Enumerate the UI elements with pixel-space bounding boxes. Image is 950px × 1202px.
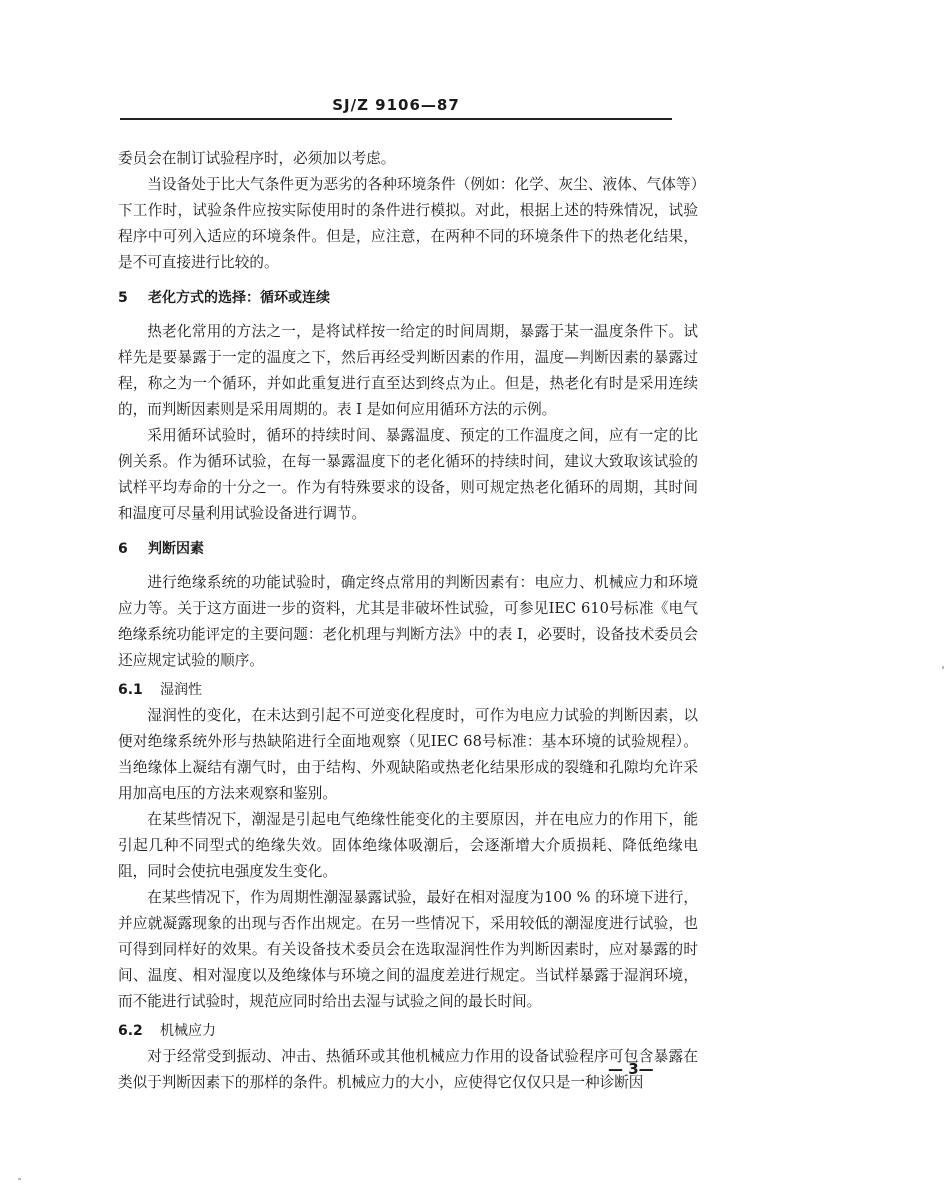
section-number: 5 <box>118 290 128 306</box>
section-title: 老化方式的选择：循环或连续 <box>148 290 330 306</box>
section-number: 6.2 <box>118 1023 143 1039</box>
section-number: 6 <box>118 541 128 557</box>
paragraph: 湿润性的变化，在未达到引起不可逆变化程度时，可作为电应力试验的判断因素，以便对绝缘系统外形与热缺陷进行全面地观察（见IEC 68号标准：基本环境的试验规程）。当绝缘体上凝结有潮气时，由于结构、外观缺陷或热老化结果形成的裂缝和孔隙均允许采用加高电压的方法来观察和鉴别。 <box>118 707 698 802</box>
paragraph: 在某些情况下，作为周期性潮湿暴露试验，最好在相对湿度为100 % 的环境下进行，并应就凝露现象的出现与否作出规定。在另一些情况下，采用较低的潮湿度进行试验，也可得到同样好的效果。有关设备技术委员会在选取湿润性作为判断因素时，应对暴露的时间、温度、相对湿度以及绝缘体与环境之间的温度差进行规定。当试样暴露于湿润环境，而不能进行试验时，规范应同时给出去湿与试验之间的最长时间。 <box>118 889 698 1010</box>
page-header: SJ/Z 9106—87 <box>332 96 460 114</box>
section-6-1-heading <box>118 677 698 703</box>
section-6-heading <box>118 536 698 562</box>
paragraph: 对于经常受到振动、冲击、热循环或其他机械应力作用的设备试验程序可包含暴露在类似于判断因素下的那样的条件。机械应力的大小，应使得它仅仅只是一种诊断因 <box>118 1048 698 1091</box>
section-5-heading <box>118 285 698 311</box>
page-number: — 3— <box>608 1060 654 1078</box>
page-body <box>118 146 698 1096</box>
paragraph: 进行绝缘系统的功能试验时，确定终点常用的判断因素有：电应力、机械应力和环境应力等。关于这方面进一步的资料，尤其是非破坏性试验，可参见IEC 610号标准《电气绝缘系统功能评定的主要问题：老化机理与判断方法》中的表 I，必要时，设备技术委员会还应规定试验的顺序。 <box>118 574 698 669</box>
scan-speck <box>18 1178 21 1180</box>
paragraph: 委员会在制订试验程序时，必须加以考虑。 <box>118 150 396 167</box>
section-title: 湿润性 <box>160 682 202 698</box>
scan-speck <box>942 666 944 669</box>
section-number: 6.1 <box>118 682 143 698</box>
header-rule <box>120 118 672 120</box>
paragraph: 在某些情况下，潮湿是引起电气绝缘性能变化的主要原因，并在电应力的作用下，能引起几种不同型式的绝缘失效。固体绝缘体吸潮后，会逐渐增大介质损耗、降低绝缘电阻，同时会使抗电强度发生变化。 <box>118 811 698 880</box>
paragraph: 采用循环试验时，循环的持续时间、暴露温度、预定的工作温度之间，应有一定的比例关系。作为循环试验，在每一暴露温度下的老化循环的持续时间，建议大致取该试验的试样平均寿命的十分之一。作为有特殊要求的设备，则可规定热老化循环的周期，其时间和温度可尽量利用试验设备进行调节。 <box>118 427 698 522</box>
paragraph: 热老化常用的方法之一，是将试样按一给定的时间周期，暴露于某一温度条件下。试样先是要暴露于一定的温度之下，然后再经受判断因素的作用，温度—判断因素的暴露过程，称之为一个循环，并如此重复进行直至达到终点为止。但是，热老化有时是采用连续的，而判断因素则是采用周期的。表 I 是如何应用循环方法的示例。 <box>118 323 698 418</box>
paragraph: 当设备处于比大气条件更为恶劣的各种环境条件（例如：化学、灰尘、液体、气体等）下工作时，试验条件应按实际使用时的条件进行模拟。对此，根据上述的特殊情况，试验程序中可列入适应的环境条件。但是，应注意，在两种不同的环境条件下的热老化结果，是不可直接进行比较的。 <box>118 176 698 271</box>
section-title: 判断因素 <box>148 541 204 557</box>
section-6-2-heading <box>118 1018 698 1044</box>
section-title: 机械应力 <box>160 1023 216 1039</box>
